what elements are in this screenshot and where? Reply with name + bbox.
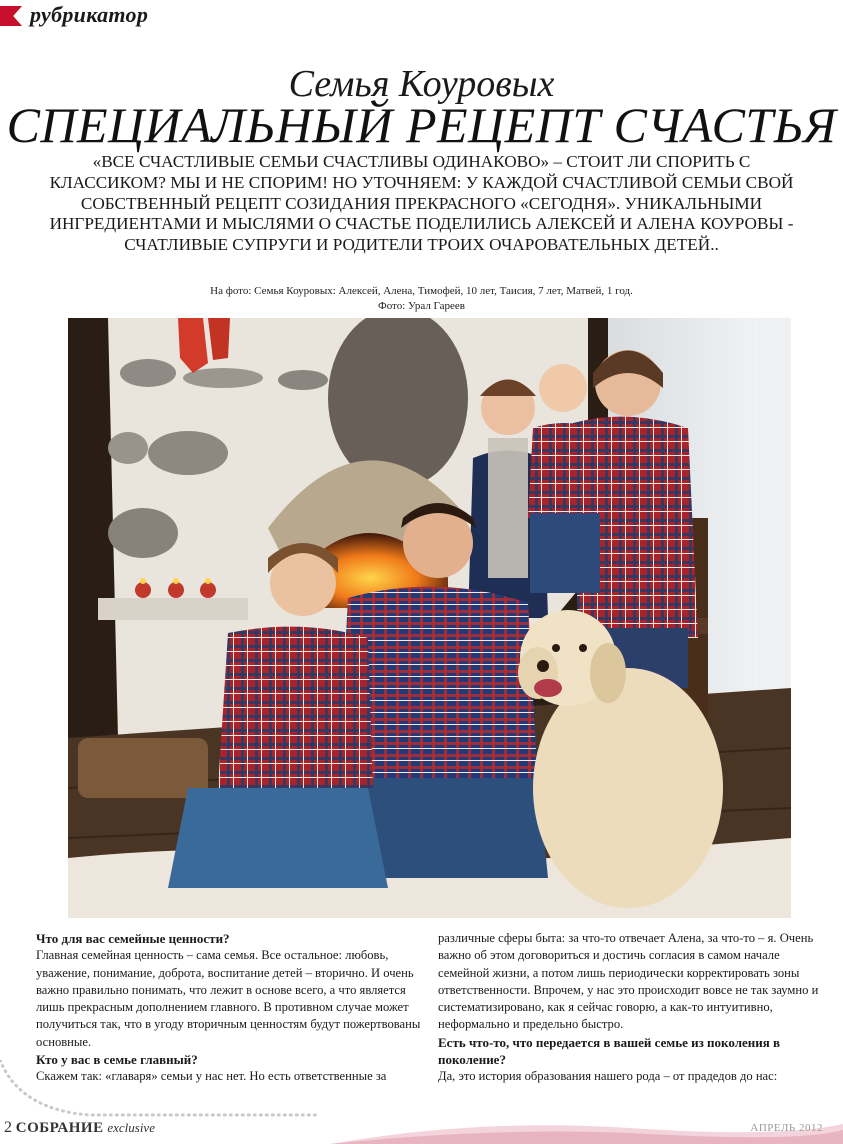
article-subtitle: Семья Коуровых: [288, 63, 555, 105]
answer-3: Да, это история образования нашего рода – от прадедов до нас:: [438, 1069, 778, 1084]
answer-2-continued: различные сферы быта: за что-то отвечает Алена, за что-то – я. Очень важно об этом договориться и достичь согласия в самом начале семейной жизни, а потом лишь периодически корректировать зоны ответственности. Впрочем, у нас это происходит вовсе не так заумно и систематизировано, как я сейчас говорю, а как-то интуитивно, неформально и предельно быстро.: [438, 931, 819, 1032]
article-lead: «ВСЕ СЧАСТЛИВЫЕ СЕМЬИ СЧАСТЛИВЫ ОДИНАКОВО» – СТОИТ ЛИ СПОРИТЬ С КЛАССИКОМ? МЫ И НЕ СПОРИМ! НО УТОЧНЯЕМ: У КАЖДОЙ СЧАСТЛИВОЙ СЕМЬИ СВОЙ СОБСТВЕННЫЙ РЕЦЕПТ СОЗИДАНИЯ ПРЕКРАСНОГО «СЕГОДНЯ». УНИКАЛЬНЫМИ ИНГРЕДИЕНТАМИ И МЫСЛЯМИ О СЧАСТЬЕ ПОДЕЛИЛИСЬ АЛЕКСЕЙ И АЛЕНА КОУРОВЫ - СЧАТЛИВЫЕ СУПРУГИ И РОДИТЕЛИ ТРОИХ ОЧАРОВАТЕЛЬНЫХ ДЕТЕЙ..: [49, 152, 794, 255]
rubric-marker: [0, 6, 22, 26]
body-column-right: [438, 930, 822, 1086]
question-2: Кто у вас в семье главный?: [36, 1052, 198, 1068]
answer-2: Скажем так: «главаря» семьи у нас нет. Но есть ответственные за: [36, 1069, 387, 1084]
answer-1: Главная семейная ценность – сама семья. Все остальное: любовь, уважение, понимание, доброта, воспитание детей – вторично. И очень важно правильно понимать, что лежит в основе всего, а что является лишь прекрасным дополнением главного. В противном случае может получиться так, что в угоду вторичным ценностям будут пожертвованы основные.: [36, 948, 421, 1049]
photo-credit: Фото: Урал Гареев: [378, 300, 465, 312]
page-number: 2: [4, 1119, 12, 1136]
magazine-name: СОБРАНИЕ: [15, 1120, 104, 1136]
issue-date: АПРЕЛЬ 2012: [750, 1122, 823, 1134]
question-1: Что для вас семейные ценности?: [36, 931, 230, 946]
family-photo-illustration: [68, 318, 791, 918]
footer-dots-decoration: [0, 1060, 320, 1120]
family-photo: [68, 318, 791, 918]
rubric-label: рубрикатор: [30, 2, 149, 27]
magazine-edition: exclusive: [107, 1120, 155, 1135]
article-title: СПЕЦИАЛЬНЫЙ РЕЦЕПТ СЧАСТЬЯ: [6, 97, 837, 153]
footer-masthead: [4, 1119, 155, 1137]
question-3: Есть что-то, что передается в вашей семье из поколения в поколение?: [438, 1034, 781, 1068]
photo-caption: На фото: Семья Коуровых: Алексей, Алена, Тимофей, 10 лет, Таисия, 7 лет, Матвей, 1 год.: [210, 285, 633, 297]
